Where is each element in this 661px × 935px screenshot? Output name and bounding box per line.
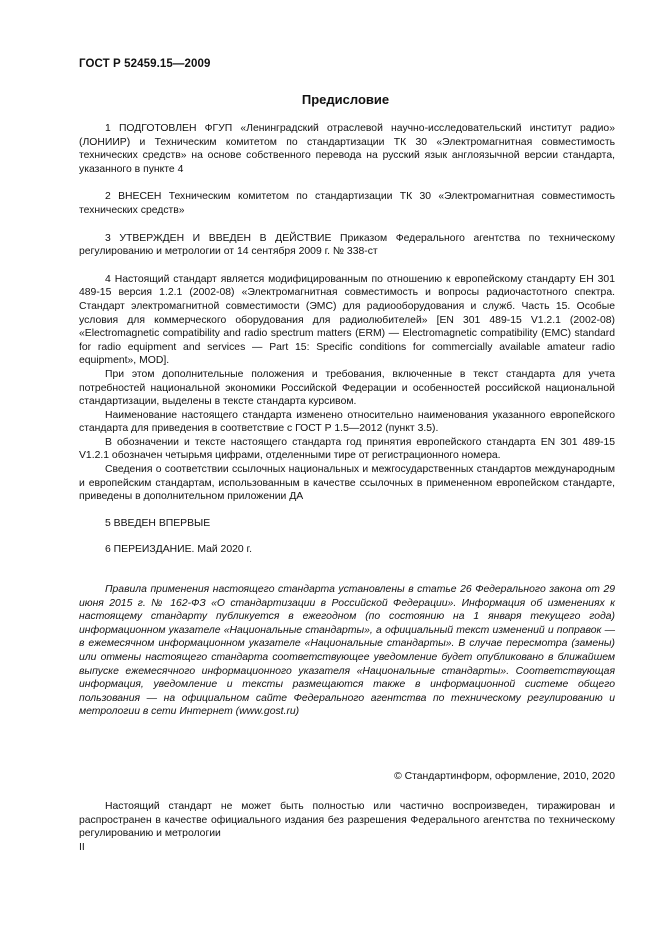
- page-title: Предисловие: [301, 92, 390, 107]
- paragraph-4-references: Сведения о соответствии ссылочных национальных и межгосударственных стандартов международным и европейским стандартам, использованным в качестве ссылочных в примененном европейском стандарте, приведены в дополнительном приложении ДА: [79, 464, 615, 503]
- paragraph-4: 4 Настоящий стандарт является модифицированным по отношению к европейскому стандарту ЕН 301 489-15 версия 1.2.1 (2002-08) «Электромагнитная совместимость и вопросы радиочастотного спектра. Стандарт электромагнитной совместимости (ЭМС) для радиооборудования и служб. Часть 15. Особые условия для коммерческого оборудования для радиолюбителей» [EN 301 489-15 V1.2.1 (2002-08) «Electromagnetic compatibility and radio spectrum matters (ERM) — Electromagnetic compatibility (EMC) standard for radio equipment and services — Part 15: Specific conditions for commercially available amateur radio equipment», MOD].: [79, 273, 615, 367]
- paragraph-5: 5 ВВЕДЕН ВПЕРВЫЕ: [105, 517, 211, 529]
- paragraph-4-designation: В обозначении и тексте настоящего стандарта год принятия европейского стандарта EN 301 489-15 V1.2.1 обозначен четырьмя цифрами, отделенными тире от регистрационного номера.: [79, 436, 615, 462]
- paragraph-2: 2 ВНЕСЕН Техническим комитетом по стандартизации ТК 30 «Электромагнитная совместимость технических средств»: [79, 191, 615, 216]
- reproduction-notice: Настоящий стандарт не может быть полностью или частично воспроизведен, тиражирован и распространен в качестве официального издания без разрешения Федерального агентства по техническому регулированию и метрологии: [79, 801, 615, 840]
- paragraph-6: 6 ПЕРЕИЗДАНИЕ. Май 2020 г.: [105, 544, 252, 556]
- standard-header: ГОСТ Р 52459.15—2009: [79, 58, 211, 70]
- copyright-line: © Стандартинформ, оформление, 2010, 2020: [394, 771, 615, 782]
- paragraph-4-additions: При этом дополнительные положения и требования, включенные в текст стандарта для учета потребностей национальной экономики Российской Федерации и особенностей российской национальной стандартизации, выделены в тексте стандарта курсивом.: [79, 368, 615, 408]
- preface-body: [79, 122, 615, 557]
- paragraph-3: 3 УТВЕРЖДЕН И ВВЕДЕН В ДЕЙСТВИЕ Приказом Федерального агентства по техническому регулированию и метрологии от 14 сентября 2009 г. № 338-ст: [79, 232, 615, 258]
- paragraph-4-title-change: Наименование настоящего стандарта изменено относительно наименования указанного европейского стандарта для приведения в соответствие с ГОСТ Р 1.5—2012 (пункт 3.5).: [79, 409, 615, 435]
- paragraph-1: 1 ПОДГОТОВЛЕН ФГУП «Ленинградский отраслевой научно-исследовательский институт радио» (ЛОНИИР) и Техническим комитетом по стандартизации ТК 30 «Электромагнитная совместимость технических средств» на основе собственного перевода на русский язык англоязычной версии стандарта, указанного в пункте 4: [79, 123, 615, 175]
- page-number: II: [79, 842, 85, 853]
- rules-notice: Правила применения настоящего стандарта установлены в статье 26 Федерального закона от 29 июня 2015 г. № 162-ФЗ «О стандартизации в Российской Федерации». Информация об изменениях к настоящему стандарту публикуется в ежегодном (по состоянию на 1 января текущего года) информационном указателе «Национальные стандарты», а официальный текст изменений и поправок — в ежемесячном информационном указателе «Национальные стандарты». В случае пересмотра (замены) или отмены настоящего стандарта соответствующее уведомление будет опубликовано в ближайшем выпуске ежемесячного информационного указателя «Национальные стандарты». Соответствующая информация, уведомление и тексты размещаются также в информационной системе общего пользования — на официальном сайте Федерального агентства по техническому регулированию и метрологии в сети Интернет (www.gost.ru): [79, 584, 615, 718]
